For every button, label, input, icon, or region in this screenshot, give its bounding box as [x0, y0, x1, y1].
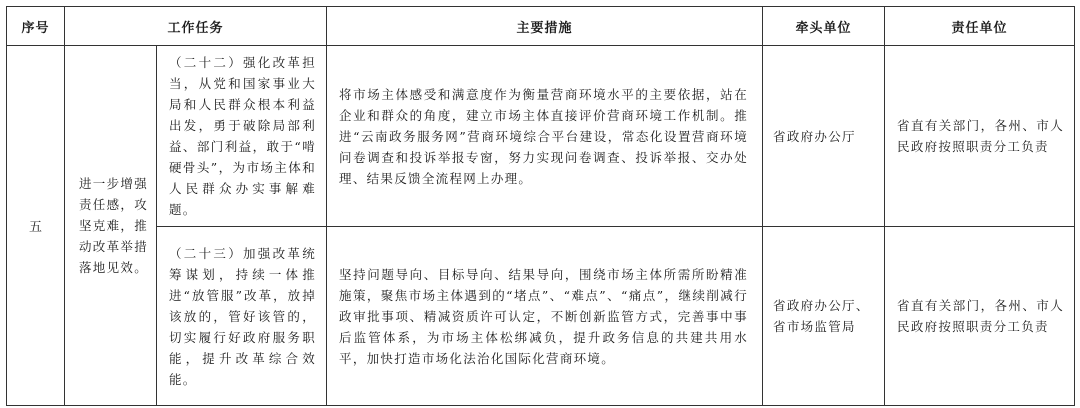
group-category-cell	[65, 46, 157, 406]
header-row	[7, 7, 1075, 46]
task-text: （二十三）加强改革统筹谋划，持续一体推进“放管服”改革，放掉该放的，管好该管的，切实履行好政府服务职能，提升改革综合效能。	[169, 245, 317, 387]
header-lead: 牵头单位	[763, 7, 885, 46]
lead-unit-text: 省政府办公厅	[773, 128, 856, 144]
group-category: 进一步增强责任感，攻坚克难，推动改革举措落地见效。	[79, 176, 149, 275]
task-text: （二十二）强化改革担当，从党和国家事业大局和人民群众根本利益出发，勇于破除局部利益、部门利益，敢于“啃硬骨头”，为市场主体和人民群众办实事解难题。	[169, 55, 317, 217]
header-no: 序号	[7, 7, 65, 46]
lead-unit-cell	[763, 46, 885, 227]
measures-text: 将市场主体感受和满意度作为衡量营商环境水平的主要依据，站在企业和群众的角度，建立市场主体直接评价营商环境工作机制。推进“云南政务服务网”营商环境综合平台建设，常态化设置营商环境问卷调查和投诉举报专窗，努力实现问卷调查、投诉举报、交办处理、结果反馈全流程网上办理。	[339, 86, 749, 186]
tasks-table	[6, 6, 1075, 406]
header-task: 工作任务	[65, 7, 327, 46]
task-cell	[157, 227, 327, 406]
responsible-unit-text: 省直有关部门，各州、市人民政府按照职责分工负责	[897, 298, 1065, 334]
group-number: 五	[7, 46, 65, 406]
responsible-unit-text: 省直有关部门，各州、市人民政府按照职责分工负责	[897, 118, 1065, 154]
measures-cell	[327, 46, 763, 227]
table-row	[7, 227, 1075, 406]
table-row	[7, 46, 1075, 227]
lead-unit-cell	[763, 227, 885, 406]
measures-cell	[327, 227, 763, 406]
measures-text: 坚持问题导向、目标导向、结果导向，围绕市场主体所需所盼精准施策，聚焦市场主体遇到的“堵点”、“难点”、“痛点”，继续削减行政审批事项、精减资质许可认定，不断创新监管方式，完善事中事后监管体系，为市场主体松绑减负，提升政务信息的共建共用水平，加快打造市场化法治化国际化营商环境。	[339, 266, 749, 366]
responsible-unit-cell	[885, 227, 1075, 406]
lead-unit-text: 省政府办公厅、省市场监管局	[773, 298, 870, 334]
header-measures: 主要措施	[327, 7, 763, 46]
responsible-unit-cell	[885, 46, 1075, 227]
task-cell	[157, 46, 327, 227]
header-responsible: 责任单位	[885, 7, 1075, 46]
